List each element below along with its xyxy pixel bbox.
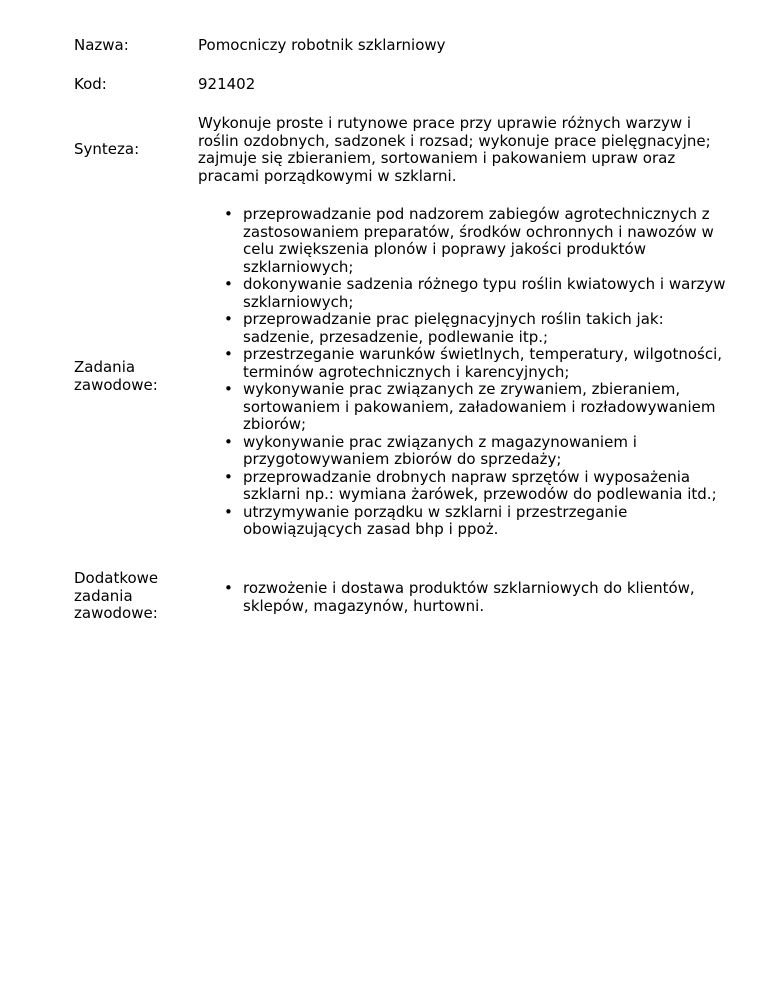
zadania-item: • przeprowadzanie drobnych napraw sprzętów i wyposażenia szklarni np.: wymiana żarówek, przewodów do podlewania itd.; (224, 469, 734, 504)
kod-label: Kod: (74, 75, 107, 93)
dodatkowe-item: • rozwożenie i dostawa produktów szklarniowych do klientów, sklepów, magazynów, hurtowni. (224, 580, 734, 615)
zadania-item: • wykonywanie prac związanych z magazynowaniem i przygotowywaniem zbiorów do sprzedaży; (224, 434, 734, 469)
zadania-label: Zadania zawodowe: (74, 358, 158, 394)
zadania-item: • wykonywanie prac związanych ze zrywaniem, zbieraniem, sortowaniem i pakowaniem, załadowaniem i rozładowywaniem zbiorów; (224, 381, 734, 434)
zadania-item: • przeprowadzanie pod nadzorem zabiegów agrotechnicznych z zastosowaniem preparatów, środków ochronnych i nawozów w celu zwiększenia plonów i poprawy jakości produktów szklarniowych; (224, 206, 734, 276)
zadania-item: • utrzymywanie porządku w szklarni i przestrzeganie obowiązujących zasad bhp i ppoż. (224, 504, 734, 539)
zadania-list (224, 206, 734, 539)
zadania-item: • przeprowadzanie prac pielęgnacyjnych roślin takich jak: sadzenie, przesadzenie, podlewanie itp.; (224, 311, 734, 346)
kod-value: 921402 (198, 75, 256, 93)
synteza-label: Synteza: (74, 140, 140, 158)
dodatkowe-label: Dodatkowe zadania zawodowe: (74, 569, 159, 622)
dodatkowe-list (224, 580, 734, 615)
nazwa-value: Pomocniczy robotnik szklarniowy (198, 36, 446, 54)
synteza-value: Wykonuje proste i rutynowe prace przy uprawie różnych warzyw i roślin ozdobnych, sadzonek i rozsad; wykonuje prace pielęgnacyjne; zajmuje się zbieraniem, sortowaniem i pakowaniem upraw oraz pracami porządkowymi w szklarni. (198, 114, 711, 185)
zadania-item: • przestrzeganie warunków świetlnych, temperatury, wilgotności, terminów agrotechnicznych i karencyjnych; (224, 346, 734, 381)
zadania-item: • dokonywanie sadzenia różnego typu roślin kwiatowych i warzyw szklarniowych; (224, 276, 734, 311)
nazwa-label: Nazwa: (74, 36, 129, 54)
